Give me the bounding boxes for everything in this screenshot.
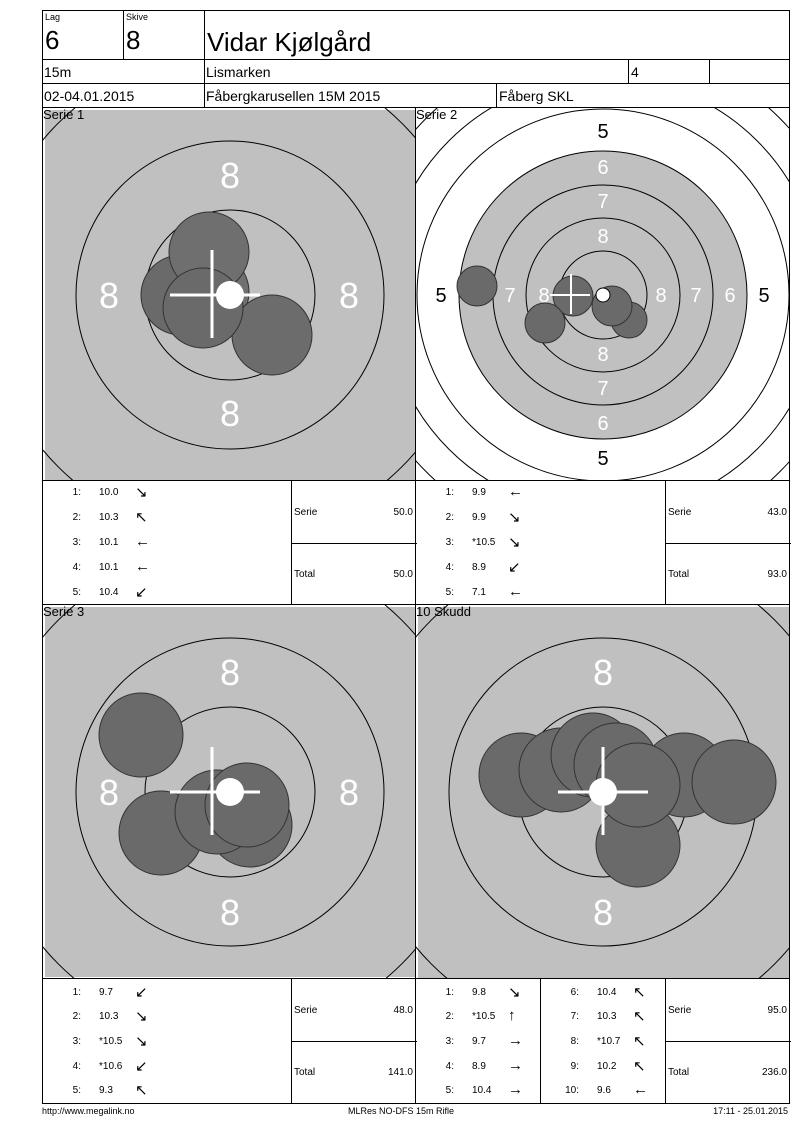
shot-score: *10.5	[472, 537, 496, 548]
shot-direction-icon: →	[508, 1057, 523, 1074]
target-serie2	[416, 108, 790, 481]
summary-divider	[666, 1041, 791, 1042]
shot-table-serie3	[42, 978, 292, 1104]
panel-title-serie3: Serie 3	[43, 604, 85, 619]
shot-number: 7:	[570, 1011, 579, 1022]
shot-score: 8.9	[472, 562, 486, 573]
row2-div1	[204, 59, 205, 84]
ring-label-6-right: 6	[724, 285, 736, 307]
total-label: Total	[294, 569, 316, 580]
shot-direction-icon: →	[508, 1081, 523, 1098]
shot-table-serie2	[415, 480, 666, 605]
panel-title-serie2: Serie 2	[416, 107, 458, 122]
shot-score: 10.1	[99, 537, 119, 548]
shot-number: 5:	[72, 1085, 81, 1096]
row2	[42, 59, 790, 84]
shot-direction-icon: ↘	[135, 484, 148, 501]
summary-serie2	[665, 480, 790, 605]
row2-div2	[628, 59, 629, 84]
summary-divider	[292, 543, 417, 544]
shot-direction-icon: →	[508, 1032, 523, 1049]
shot-direction-icon: ←	[135, 533, 150, 550]
ring-label-5-bottom: 5	[597, 448, 609, 470]
row3-div1	[204, 83, 205, 108]
ring-label-8-top: 8	[219, 155, 241, 196]
total-value: 93.0	[767, 569, 787, 580]
shot-score: 10.0	[99, 487, 119, 498]
serie-label: Serie	[294, 1005, 318, 1016]
lag-label: Lag	[45, 12, 61, 22]
shot-direction-icon: ←	[508, 583, 523, 600]
shot-direction-icon: ↖	[633, 1033, 646, 1050]
shot-score: *10.5	[472, 1011, 496, 1022]
serie-label: Serie	[668, 1005, 692, 1016]
shot-number: 4:	[445, 1061, 454, 1072]
shot-direction-icon: ↖	[135, 509, 148, 526]
shot-direction-icon: ↖	[633, 1008, 646, 1025]
footer-software: MLRes NO-DFS 15m Rifle	[348, 1106, 455, 1116]
shot-score: *10.6	[99, 1061, 123, 1072]
shot-score: 10.3	[99, 1011, 119, 1022]
ring-label-6-top: 6	[597, 157, 609, 179]
ring-label-5-top: 5	[597, 121, 609, 143]
ring-label-8-top: 8	[592, 652, 614, 693]
footer-timestamp: 17:11 - 25.01.2015	[713, 1106, 788, 1116]
shot-score: 10.1	[99, 562, 119, 573]
shot-direction-icon: ↙	[508, 559, 521, 576]
shot-direction-icon: ↖	[633, 984, 646, 1001]
shot-number: 6:	[570, 987, 579, 998]
serie-value: 48.0	[393, 1005, 413, 1016]
shot-score: 10.3	[99, 512, 119, 523]
ring-label-8-bottom: 8	[219, 892, 241, 933]
target-serie3	[43, 605, 416, 979]
panel-title-serie1: Serie 1	[43, 107, 85, 122]
shot-direction-icon: ↙	[135, 584, 148, 601]
range-text: Lismarken	[206, 64, 271, 80]
ring-label-7-top: 7	[597, 191, 609, 213]
shot-direction-icon: ↖	[633, 1058, 646, 1075]
ring-label-7-right: 7	[690, 285, 702, 307]
panel-title-10-skudd: 10 Skudd	[416, 604, 471, 619]
shot-score: *10.5	[99, 1036, 123, 1047]
shot-score: 10.3	[597, 1011, 617, 1022]
footer-url[interactable]: http://www.megalink.no	[42, 1106, 135, 1116]
shot-number: 3:	[72, 1036, 81, 1047]
shot-score: 10.4	[597, 987, 617, 998]
distance-text: 15m	[44, 64, 72, 80]
total-value: 236.0	[761, 1067, 787, 1078]
shot-number: 1:	[445, 987, 454, 998]
shot-number: 5:	[445, 1085, 454, 1096]
total-value: 141.0	[387, 1067, 413, 1078]
shot-score: 10.4	[472, 1085, 492, 1096]
shot-number: 8:	[570, 1036, 579, 1047]
shot-number: 4:	[445, 562, 454, 573]
shot-number: 1:	[445, 487, 454, 498]
skive-cell	[123, 10, 205, 60]
shot-table-10-skudd-right	[540, 978, 666, 1104]
ring-label-8-left: 8	[538, 285, 550, 307]
shot-table-serie1	[42, 480, 292, 605]
shot-score: 9.6	[597, 1085, 611, 1096]
shot-number: 1:	[72, 987, 81, 998]
shot-direction-icon: ↘	[135, 1008, 148, 1025]
target-serie1	[43, 108, 416, 481]
shot-score: 9.8	[472, 987, 486, 998]
shot-score: 9.7	[472, 1036, 486, 1047]
ring-label-8-top: 8	[219, 652, 241, 693]
shot-number: 1:	[72, 487, 81, 498]
shot-direction-icon: ↘	[508, 509, 521, 526]
shot-score: 9.3	[99, 1085, 113, 1096]
shot-number: 3:	[445, 537, 454, 548]
ring-label-8-right: 8	[338, 772, 360, 813]
serie-label: Serie	[294, 507, 318, 518]
shot-number: 2:	[72, 512, 81, 523]
target-10-skudd	[416, 605, 790, 979]
ring-label-8-left: 8	[98, 275, 120, 316]
summary-serie1	[291, 480, 416, 605]
row3-div2	[496, 83, 497, 108]
shot-score: 7.1	[472, 587, 486, 598]
shot-number: 4:	[72, 1061, 81, 1072]
competition-text: Fåbergkarusellen 15M 2015	[206, 88, 381, 104]
shot-number: 3:	[72, 537, 81, 548]
target-panel-serie1	[42, 107, 416, 481]
name-cell	[204, 10, 790, 60]
ring-label-8-bottom: 8	[592, 892, 614, 933]
summary-10-skudd	[665, 978, 790, 1104]
shot-score: 8.9	[472, 1061, 486, 1072]
lag-cell	[42, 10, 124, 60]
ring-label-8-top: 8	[597, 226, 609, 248]
ring-label-6-bottom: 6	[597, 413, 609, 435]
row3	[42, 83, 790, 108]
club-text: Fåberg SKL	[499, 88, 574, 104]
shot-direction-icon: ↘	[508, 984, 521, 1001]
shooter-name: Vidar Kjølgård	[207, 27, 372, 57]
shot-score: 9.9	[472, 487, 486, 498]
ring-label-5-left: 5	[435, 285, 447, 307]
shot-number: 2:	[445, 512, 454, 523]
skive-value: 8	[126, 25, 141, 55]
serie-value: 50.0	[393, 507, 413, 518]
ring-label-8-bottom: 8	[597, 344, 609, 366]
ring-label-7-bottom: 7	[597, 378, 609, 400]
ring-label-8-right: 8	[655, 285, 667, 307]
shot-direction-icon: ←	[508, 483, 523, 500]
skive-label: Skive	[126, 12, 149, 22]
number-text: 4	[631, 64, 639, 80]
target-panel-10-skudd	[415, 604, 790, 979]
shot-score: 10.4	[99, 587, 119, 598]
shot-number: 9:	[570, 1061, 579, 1072]
shot-number: 2:	[72, 1011, 81, 1022]
summary-serie3	[291, 978, 416, 1104]
shot-score: *10.7	[597, 1036, 621, 1047]
shot-score: 10.2	[597, 1061, 617, 1072]
serie-value: 95.0	[767, 1005, 787, 1016]
summary-divider	[666, 543, 791, 544]
date-text: 02-04.01.2015	[44, 88, 135, 104]
total-label: Total	[668, 569, 690, 580]
lag-value: 6	[45, 25, 60, 55]
shot-number: 3:	[445, 1036, 454, 1047]
total-value: 50.0	[393, 569, 413, 580]
serie-value: 43.0	[767, 507, 787, 518]
total-label: Total	[668, 1067, 690, 1078]
serie-label: Serie	[668, 507, 692, 518]
ring-label-7-left: 7	[504, 285, 516, 307]
shot-number: 5:	[445, 587, 454, 598]
shot-direction-icon: ↘	[135, 1033, 148, 1050]
shot-number: 10:	[565, 1085, 579, 1096]
shot-number: 5:	[72, 587, 81, 598]
row2-div3	[709, 59, 710, 84]
shot-table-10-skudd-left	[415, 978, 541, 1104]
ring-label-5-right: 5	[758, 285, 770, 307]
shot-direction-icon: ↙	[135, 1058, 148, 1075]
shot-direction-icon: ←	[135, 558, 150, 575]
shot-score: 9.9	[472, 512, 486, 523]
ring-label-8-right: 8	[338, 275, 360, 316]
shot-direction-icon: ↑	[508, 1007, 516, 1024]
shot-number: 2:	[445, 1011, 454, 1022]
ring-label-8-left: 8	[98, 772, 120, 813]
shot-direction-icon: ←	[633, 1081, 648, 1098]
ring-label-8-bottom: 8	[219, 393, 241, 434]
shot-direction-icon: ↖	[135, 1082, 148, 1099]
summary-divider	[292, 1041, 417, 1042]
shot-number: 4:	[72, 562, 81, 573]
shot-direction-icon: ↙	[135, 984, 148, 1001]
target-panel-serie2	[415, 107, 790, 481]
total-label: Total	[294, 1067, 316, 1078]
shot-direction-icon: ↘	[508, 534, 521, 551]
target-panel-serie3	[42, 604, 416, 979]
shot-score: 9.7	[99, 987, 113, 998]
